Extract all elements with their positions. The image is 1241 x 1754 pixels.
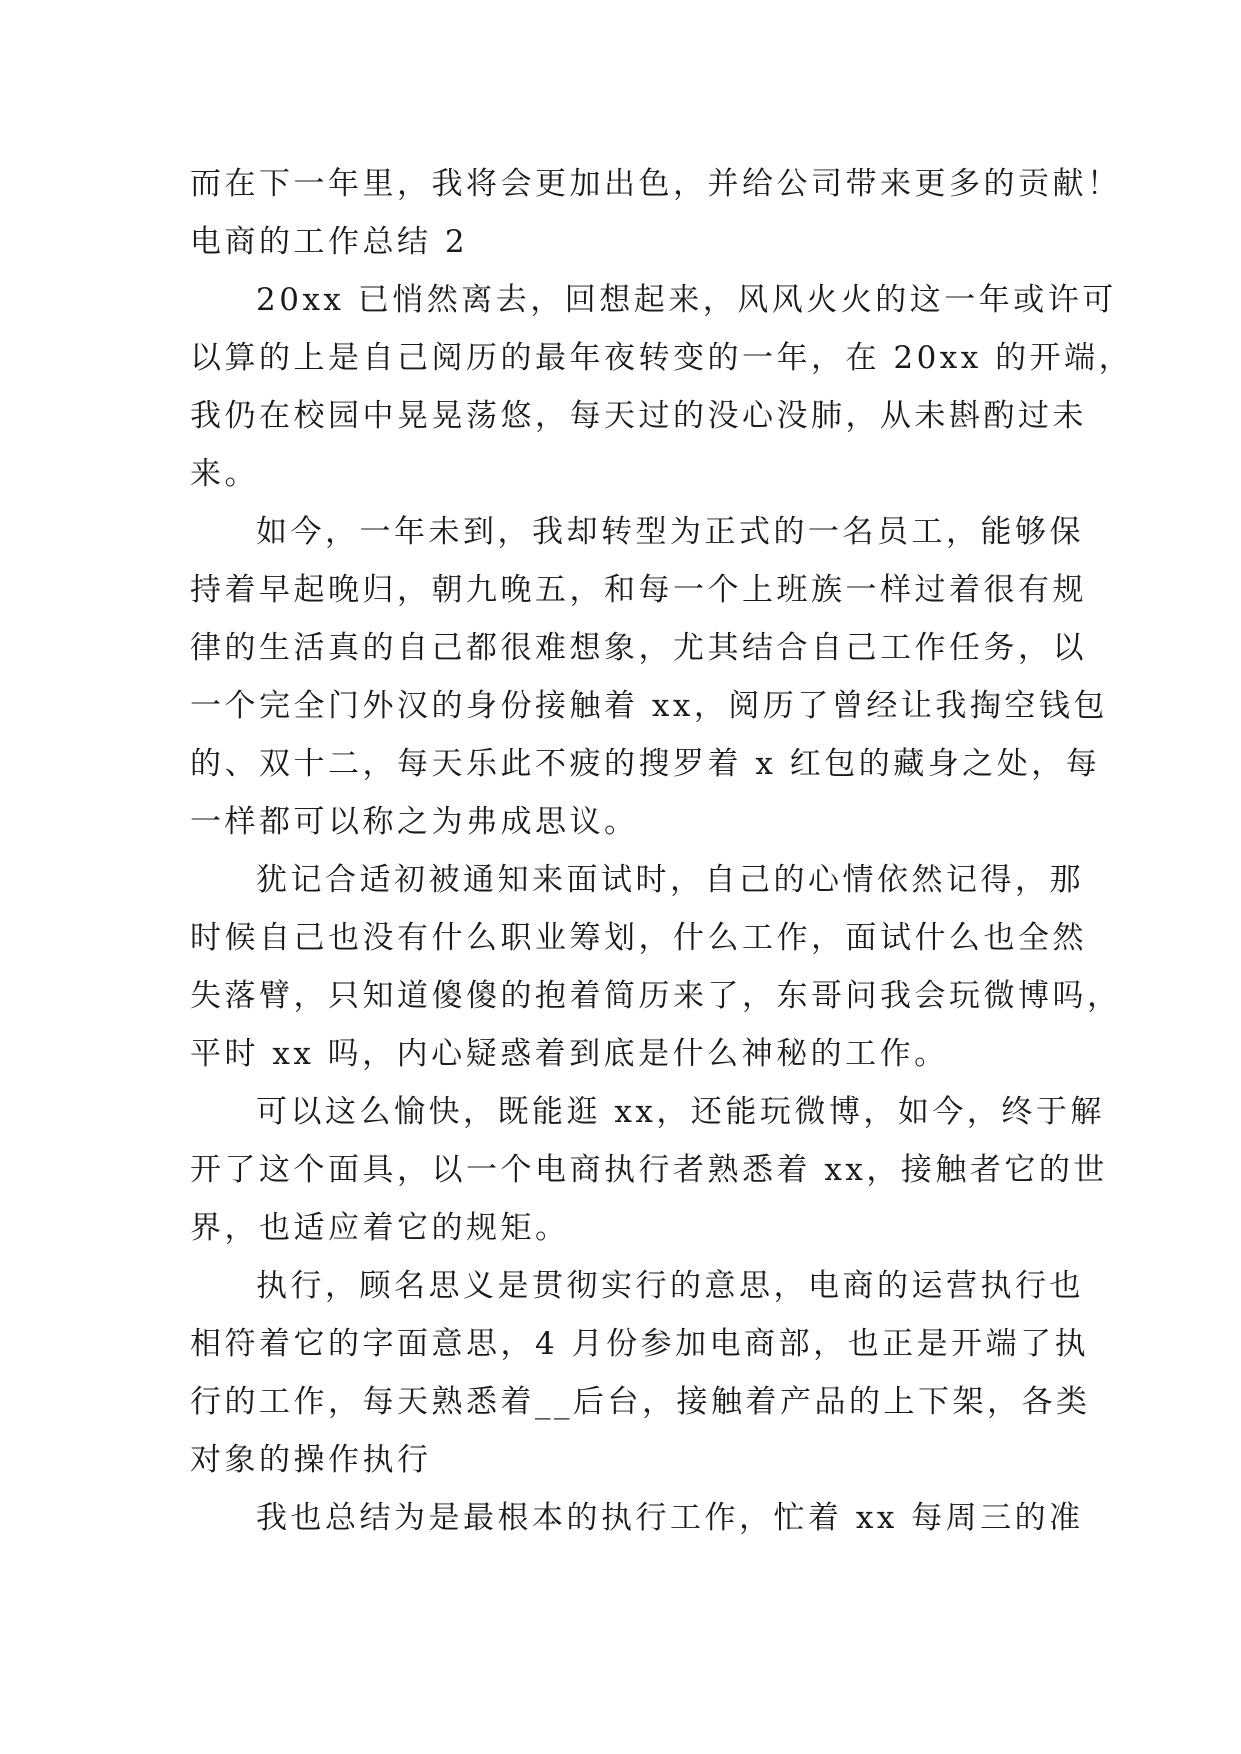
paragraph-line: 一个完全门外汉的身份接触着 xx，阅历了曾经让我掏空钱包 bbox=[190, 688, 1108, 724]
section-heading: 电商的工作总结 2 bbox=[190, 224, 469, 260]
paragraph-line: 来。 bbox=[190, 456, 259, 492]
paragraph-2 bbox=[190, 503, 1108, 851]
paragraph-line: 行的工作，每天熟悉着__后台，接触着产品的上下架，各类 bbox=[190, 1384, 1091, 1420]
paragraph-6 bbox=[190, 1489, 1084, 1547]
paragraph-line: 的、双十二，每天乐此不疲的搜罗着 x 红包的藏身之处，每 bbox=[190, 746, 1101, 782]
paragraph-1 bbox=[190, 271, 1134, 503]
paragraph-line: 如今，一年未到，我却转型为正式的一名员工，能够保 bbox=[256, 514, 1084, 550]
paragraph-line: 我也总结为是最根本的执行工作，忙着 xx 每周三的准 bbox=[256, 1500, 1084, 1536]
paragraph-line: 持着早起晚归，朝九晚五，和每一个上班族一样过着很有规 bbox=[190, 572, 1087, 608]
paragraph-line: 律的生活真的自己都很难想象，尤其结合自己工作任务，以 bbox=[190, 630, 1087, 666]
paragraph-line: 一样都可以称之为弗成思议。 bbox=[190, 804, 639, 840]
paragraph-line: 界，也适应着它的规矩。 bbox=[190, 1210, 570, 1246]
paragraph-line: 以算的上是自己阅历的最年夜转变的一年，在 20xx 的开端， bbox=[190, 340, 1134, 376]
document-body bbox=[190, 155, 1134, 1547]
paragraph-line: 相符着它的字面意思，4 月份参加电商部，也正是开端了执 bbox=[190, 1326, 1090, 1362]
paragraph-5 bbox=[190, 1257, 1091, 1489]
paragraph-line: 失落臂，只知道傻傻的抱着简历来了，东哥问我会玩微博吗， bbox=[190, 978, 1122, 1014]
paragraph-line: 20xx 已悄然离去，回想起来，风风火火的这一年或许可 bbox=[256, 282, 1117, 318]
paragraph-line: 犹记合适初被通知来面试时，自己的心情依然记得，那 bbox=[256, 862, 1084, 898]
paragraph-3 bbox=[190, 851, 1122, 1083]
paragraph-line: 执行，顾名思义是贯彻实行的意思，电商的运营执行也 bbox=[256, 1268, 1084, 1304]
paragraph-line: 时候自己也没有什么职业筹划，什么工作，面试什么也全然 bbox=[190, 920, 1087, 956]
paragraph-4 bbox=[190, 1083, 1108, 1257]
continuation-line: 而在下一年里，我将会更加出色，并给公司带来更多的贡献！ bbox=[190, 166, 1122, 202]
paragraph-line: 开了这个面具，以一个电商执行者熟悉着 xx，接触者它的世 bbox=[190, 1152, 1108, 1188]
paragraph-line: 可以这么愉快，既能逛 xx，还能玩微博，如今，终于解 bbox=[256, 1094, 1105, 1130]
paragraph-line: 平时 xx 吗，内心疑惑着到底是什么神秘的工作。 bbox=[190, 1036, 949, 1072]
paragraph-line: 我仍在校园中晃晃荡悠，每天过的没心没肺，从未斟酌过未 bbox=[190, 398, 1087, 434]
paragraph-line: 对象的操作执行 bbox=[190, 1442, 432, 1478]
